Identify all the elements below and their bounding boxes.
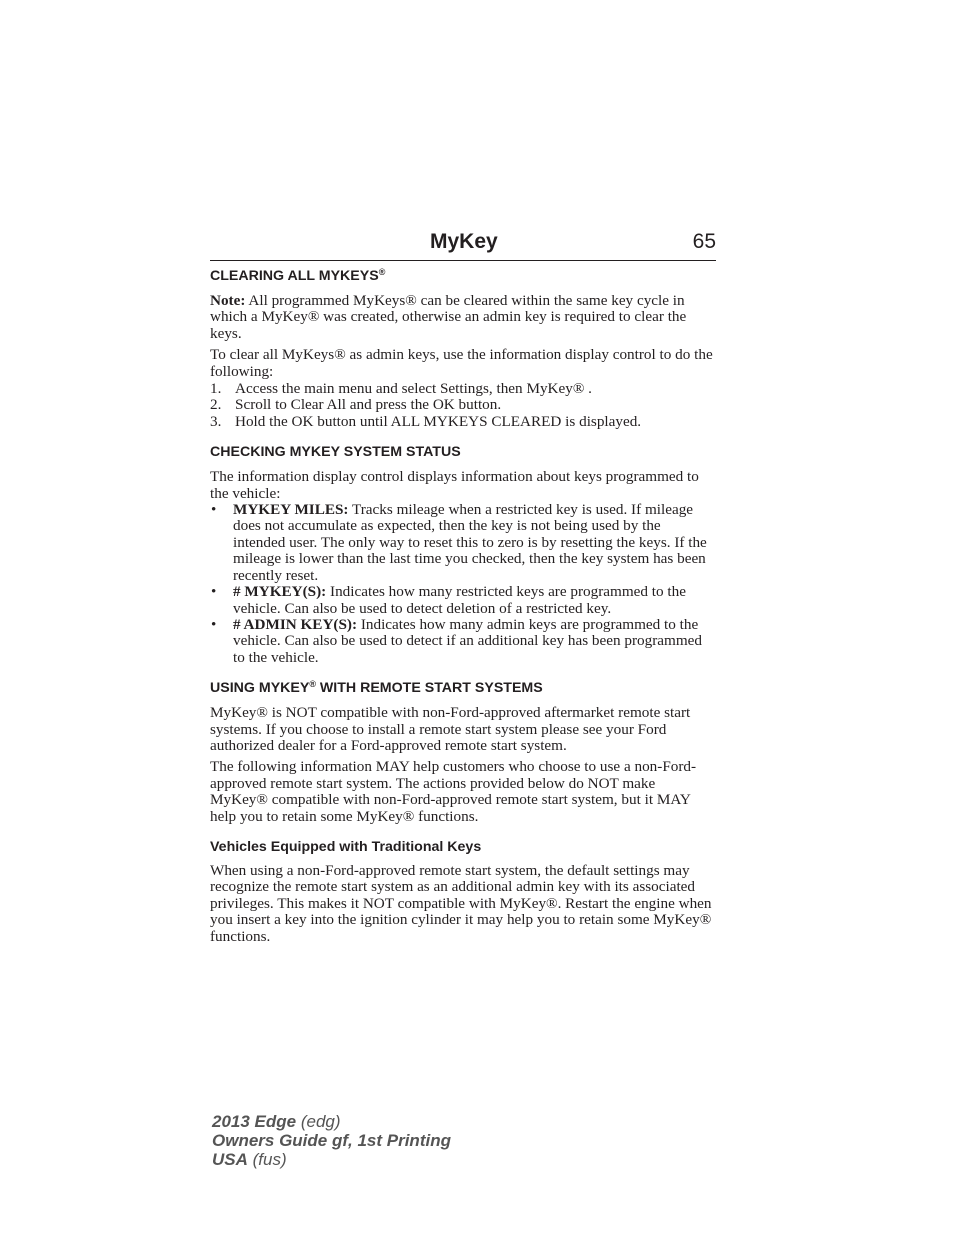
section-heading: CHECKING MYKEY SYSTEM STATUS — [210, 444, 461, 461]
status-list — [210, 502, 716, 666]
list-item: • MYKEY MILES: Tracks mileage when a restricted key is used. If mileage does not accumulate as expected, then the key is not being used by the intended user. The only way to reset this to zero is by resetting the keys. If the mileage is lower than the last time you checked, then the key system has been recently reset. — [211, 501, 707, 584]
clear-intro: To clear all MyKeys® as admin keys, use the information display control to do the following: — [210, 346, 713, 380]
footer-line-model: 2013 Edge (edg) — [212, 1112, 341, 1131]
remote-paragraph-1: MyKey® is NOT compatible with non-Ford-approved aftermarket remote start systems. If you choose to install a remote start system please see your Ford authorized dealer for a Ford-approved remote start system. — [210, 704, 691, 754]
section-heading: USING MYKEY® WITH REMOTE START SYSTEMS — [210, 679, 543, 697]
section-remote-start — [210, 679, 716, 825]
section-system-status — [210, 443, 716, 666]
page-header — [210, 228, 716, 261]
note-paragraph: Note: All programmed MyKeys® can be cleared within the same key cycle in which a MyKey® was created, otherwise an admin key is required to clear the keys. — [210, 292, 687, 342]
note-label: Note: — [210, 292, 246, 309]
section-heading: CLEARING ALL MYKEYS® — [210, 267, 386, 284]
list-item: 1. Access the main menu and select Settings, then MyKey® . — [210, 380, 592, 398]
list-item: • # MYKEY(S): Indicates how many restricted keys are programmed to the vehicle. Can also be used to detect deletion of a restricted key. — [211, 583, 686, 617]
clear-steps-list — [210, 381, 716, 430]
chapter-title: MyKey — [430, 230, 498, 253]
list-item: • # ADMIN KEY(S): Indicates how many admin keys are programmed to the vehicle. Can also be used to detect if an additional key has been programmed to the vehicle. — [211, 615, 702, 666]
traditional-paragraph: When using a non-Ford-approved remote start system, the default settings may recognize the remote start system as an additional admin key with its associated privileges. This makes it NOT compatible with MyKey®. Restart the engine when you insert a key into the ignition cylinder it may help you to retain some MyKey® functions. — [210, 861, 712, 945]
footer-line-market: USA (fus) — [212, 1150, 287, 1169]
page-content — [210, 267, 716, 950]
page-footer — [212, 1112, 451, 1169]
subsection-heading: Vehicles Equipped with Traditional Keys — [210, 838, 482, 855]
list-item: 2. Scroll to Clear All and press the OK button. — [210, 396, 502, 414]
page-number: 65 — [692, 230, 716, 253]
status-intro: The information display control displays information about keys programmed to the vehicle: — [210, 468, 699, 502]
section-traditional-keys — [210, 838, 716, 945]
section-clearing-all-mykeys — [210, 267, 716, 430]
remote-paragraph-2: The following information MAY help customers who choose to use a non-Ford-approved remote start system. The actions provided below do NOT make MyKey® compatible with non-Ford-approved remote start system, but it MAY help you to retain some MyKey® functions. — [210, 758, 697, 825]
list-item: 3. Hold the OK button until ALL MYKEYS CLEARED is displayed. — [210, 412, 642, 430]
footer-line-guide: Owners Guide gf, 1st Printing — [212, 1131, 451, 1150]
